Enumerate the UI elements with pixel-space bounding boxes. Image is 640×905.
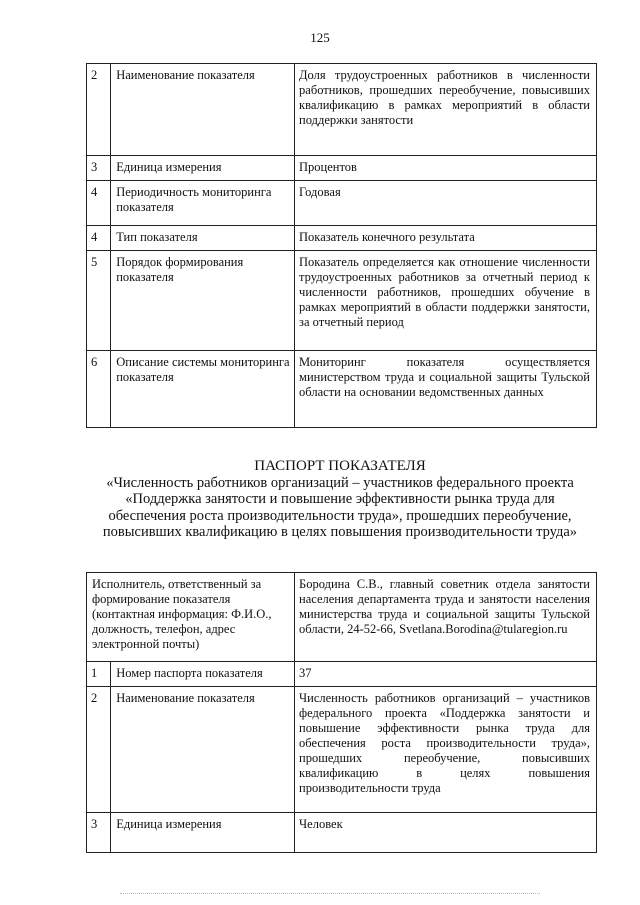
passport-table: [86, 572, 597, 853]
row-number: 6: [87, 351, 111, 428]
passport-subtitle-line: «Численность работников организаций – участников федерального проекта: [106, 474, 574, 491]
row-value: Мониторинг показателя осуществляется министерством труда и социальной защиты Тульской области на основании ведомственных данных: [295, 351, 597, 428]
row-number: 3: [87, 156, 111, 181]
table-row: [87, 226, 597, 251]
scan-artifact: [120, 893, 540, 898]
row-value: Доля трудоустроенных работников в численности работников, прошедших переобучение, повысивших квалификацию в рамках мероприятий в области поддержки занятости: [295, 64, 597, 156]
row-value: Человек: [295, 813, 597, 853]
row-value: Процентов: [295, 156, 597, 181]
row-label: Тип показателя: [111, 226, 295, 251]
table-row: [87, 156, 597, 181]
passport-heading: ПАСПОРТ ПОКАЗАТЕЛЯ: [254, 458, 426, 474]
table-row: [87, 351, 597, 428]
row-label: Единица измерения: [111, 156, 295, 181]
row-number: 3: [87, 813, 111, 853]
row-label: Периодичность мониторинга показателя: [111, 181, 295, 226]
row-number: 4: [87, 226, 111, 251]
row-number: 1: [87, 662, 111, 687]
row-number: 2: [87, 64, 111, 156]
row-value: Показатель определяется как отношение численности трудоустроенных работников за отчетный период к численности работников, прошедших обучение в рамках мероприятий в области поддержки занятости, за отчетный период: [295, 251, 597, 351]
table-row: [87, 64, 597, 156]
table-row: [87, 687, 597, 813]
passport-subtitle-line: «Поддержка занятости и повышение эффективности рынка труда для: [125, 491, 555, 507]
indicator-table-continued: [86, 63, 597, 428]
page-number: 125: [310, 30, 330, 45]
table-row: [87, 251, 597, 351]
row-value: Годовая: [295, 181, 597, 226]
row-value: 37: [295, 662, 597, 687]
row-label: Описание системы мониторинга показателя: [111, 351, 295, 428]
passport-title: [60, 458, 620, 541]
row-number: 5: [87, 251, 111, 351]
row-value: Показатель конечного результата: [295, 226, 597, 251]
table-row: [87, 813, 597, 853]
row-label: Номер паспорта показателя: [111, 662, 295, 687]
executor-value: Бородина С.В., главный советник отдела занятости населения департамента труда и занятости населения министерства труда и социальной защиты Тульской области, 24-52-66, Svetlana.Borodina@tularegion.ru: [295, 573, 597, 662]
executor-row: [87, 573, 597, 662]
executor-label: Исполнитель, ответственный за формирование показателя (контактная информация: Ф.И.О., должность, телефон, адрес электронной почты): [87, 573, 295, 662]
row-label: Наименование показателя: [111, 687, 295, 813]
row-number: 2: [87, 687, 111, 813]
table-row: [87, 662, 597, 687]
passport-subtitle-line: обеспечения роста производительности труда», прошедших переобучение,: [108, 507, 572, 524]
passport-subtitle-line: повысивших квалификацию в целях повышения производительности труда»: [102, 524, 578, 540]
table-row: [87, 181, 597, 226]
row-number: 4: [87, 181, 111, 226]
row-value: Численность работников организаций – участников федерального проекта «Поддержка занятости и повышение эффективности рынка труда для обеспечения роста производительности труда», прошедших переобучение, повысивших квалификацию в целях повышения производительности труда: [295, 687, 597, 813]
row-label: Единица измерения: [111, 813, 295, 853]
row-label: Наименование показателя: [111, 64, 295, 156]
row-label: Порядок формирования показателя: [111, 251, 295, 351]
